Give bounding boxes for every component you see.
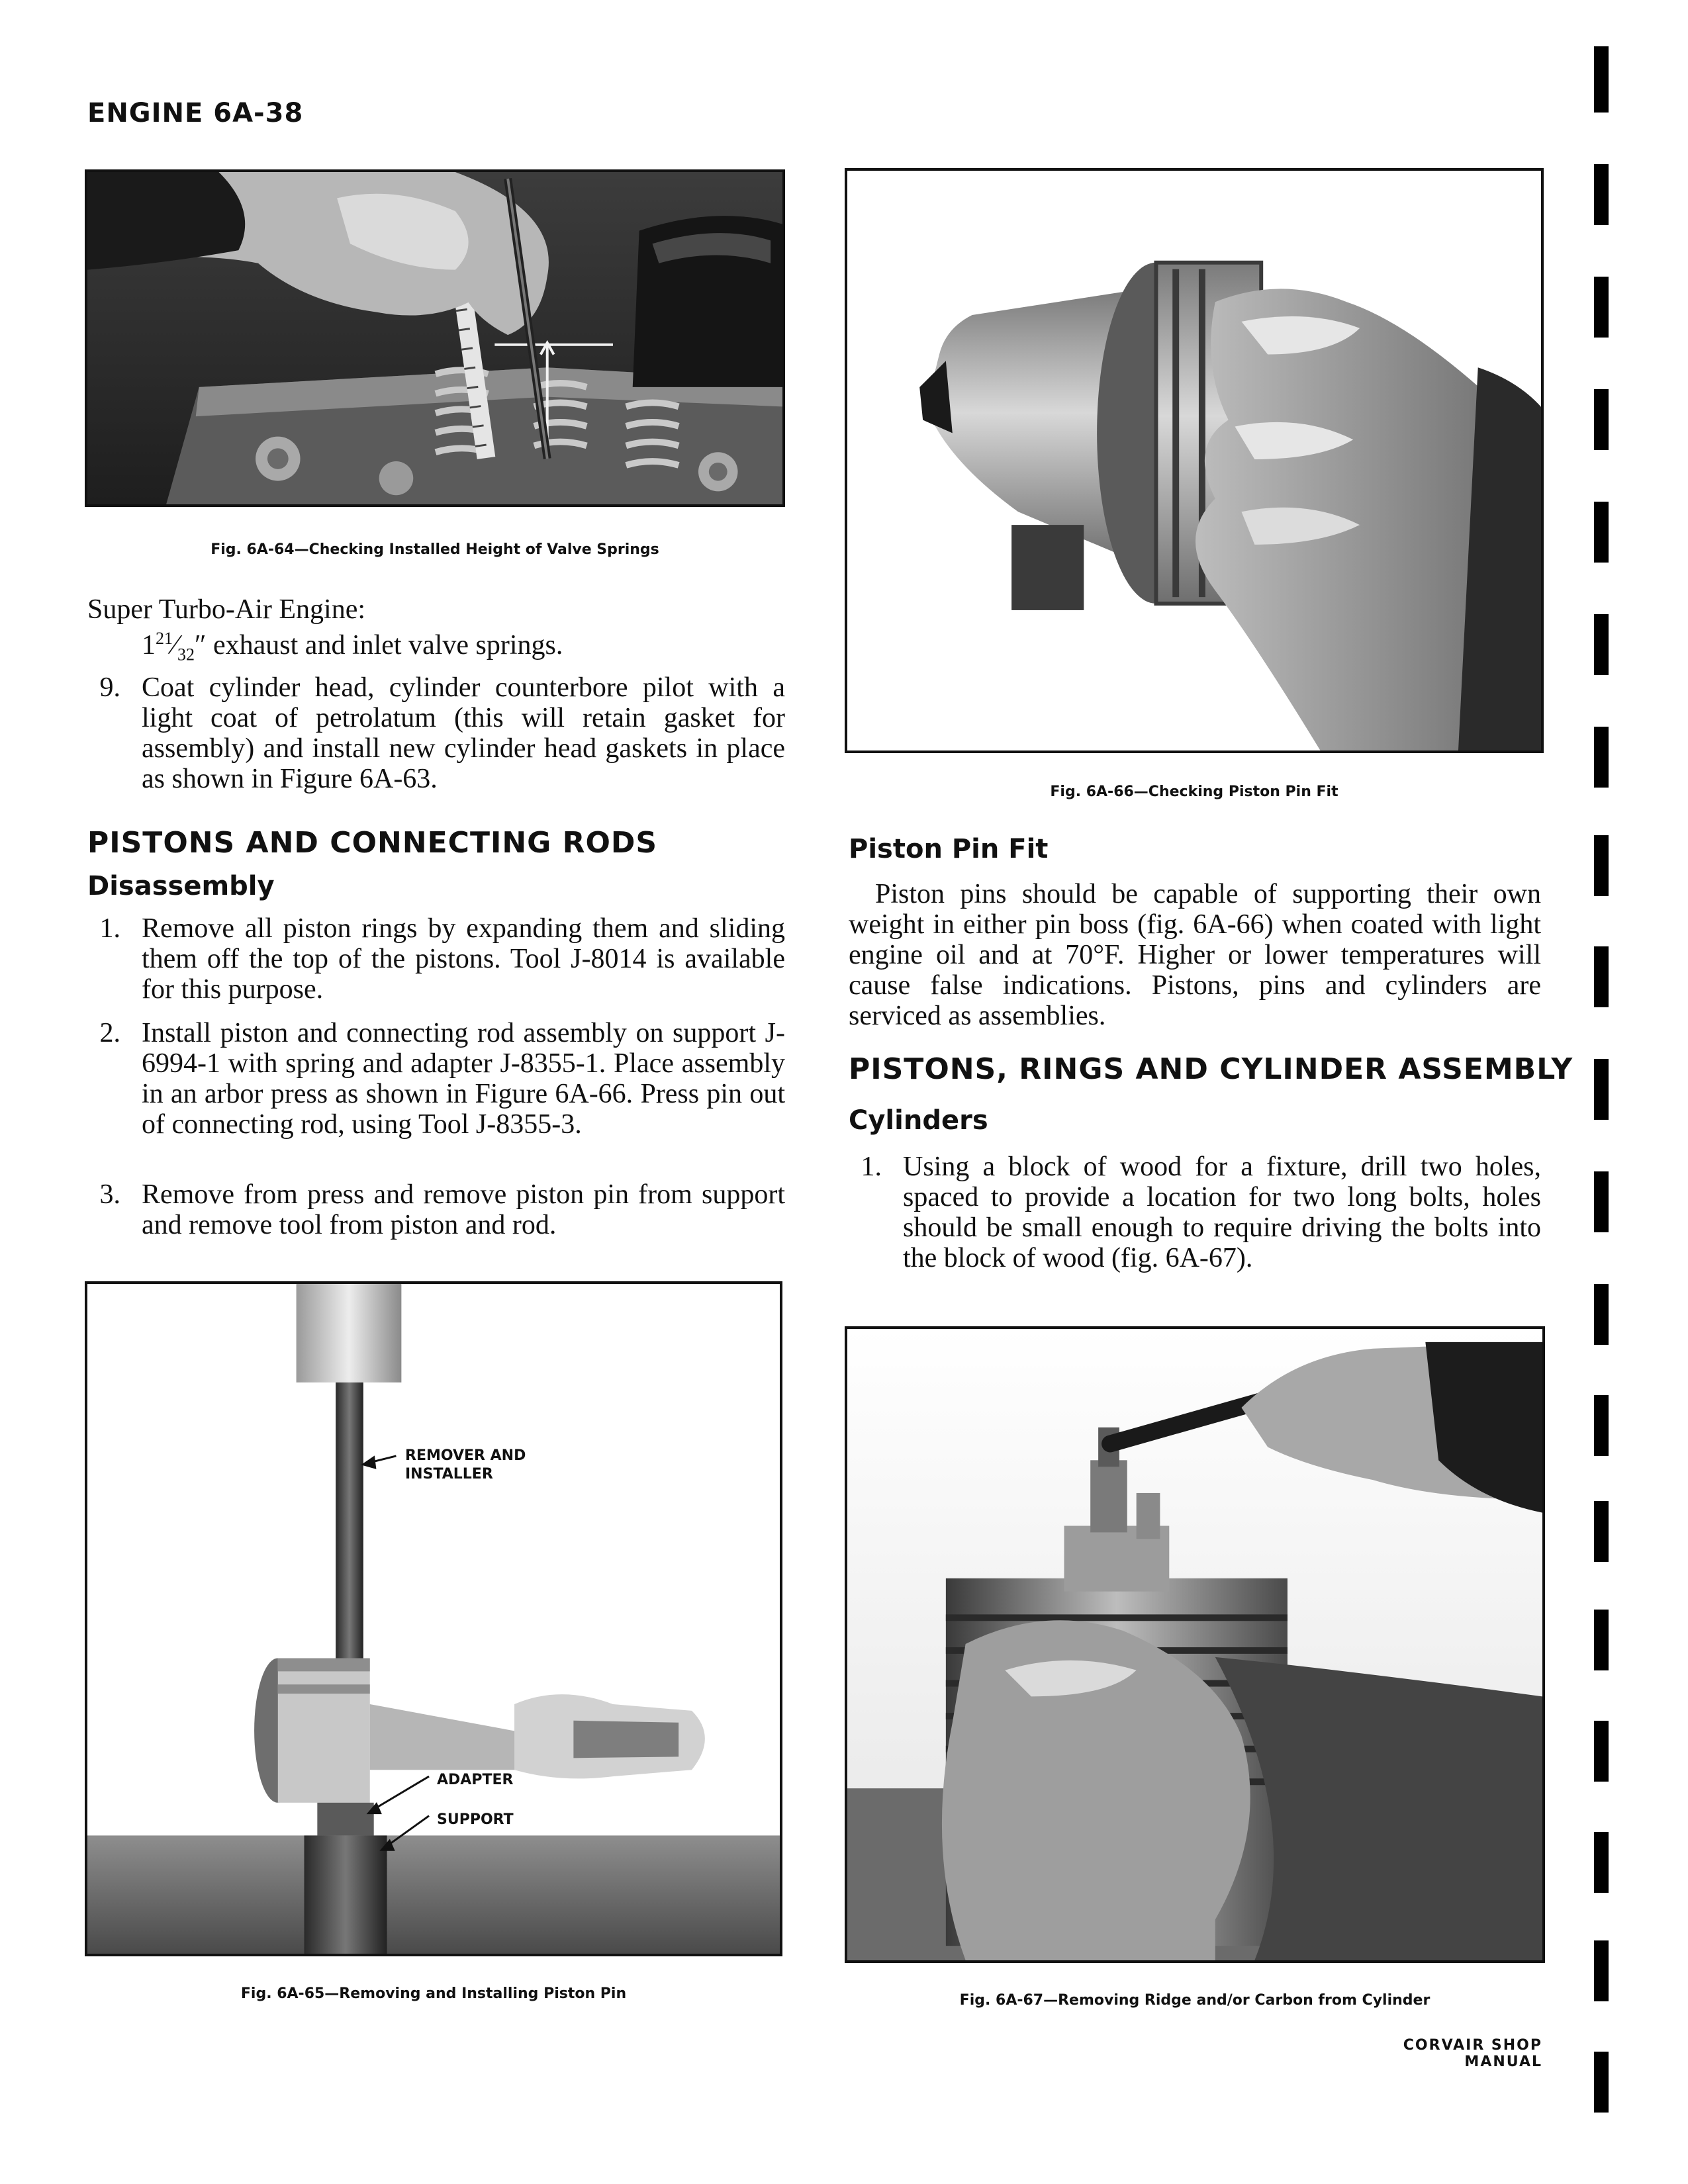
spec-rest: ″ exhaust and inlet valve springs. [195,630,563,660]
figure-6a-65-caption: Fig. 6A-65—Removing and Installing Piston Pin [240,1985,627,2002]
cylinders-step-1 [849,1152,1541,1304]
super-turbo-label: Super Turbo-Air Engine: [87,594,365,625]
step-text: Using a block of wood for a fixture, drill two holes, spaced to provide a location for two long bolts, holes should be small enough to require driving the bolts into the block of wood (fig. 6A-67). [903,1152,1541,1273]
disassembly-step-2 [87,1018,785,1170]
step-text: Remove from press and remove piston pin from support and remove tool from piston and rod. [142,1179,785,1240]
spec-fraction-numerator: 21 [156,629,173,648]
step-text: Remove all piston rings by expanding them and sliding them off the top of the pistons. Tool J-8014 is available for this purpose. [142,913,785,1005]
page-header: ENGINE 6A-38 [87,98,304,128]
step-number: 9. [99,672,120,703]
figure-6a-64-caption: Fig. 6A-64—Checking Installed Height of Valve Springs [211,541,659,558]
label-support: SUPPORT [437,1811,514,1828]
subsection-title-disassembly: Disassembly [87,871,275,901]
figure-6a-66-photo [845,168,1544,753]
subsection-title-piston-pin-fit: Piston Pin Fit [849,834,1049,864]
subsection-title-cylinders: Cylinders [849,1105,988,1136]
label-remover-installer [405,1447,526,1484]
label-line-1: REMOVER AND [405,1447,526,1464]
figure-6a-67-caption: Fig. 6A-67—Removing Ridge and/or Carbon from Cylinder [959,1992,1430,2009]
figure-6a-66-caption: Fig. 6A-66—Checking Piston Pin Fit [1050,784,1338,800]
section-title-pistons-rings-cylinder: PISTONS, RINGS AND CYLINDER ASSEMBLY [849,1052,1573,1086]
page-footer: CORVAIR SHOP MANUAL [1403,2037,1542,2070]
section-title-pistons-rods: PISTONS AND CONNECTING RODS [87,826,658,860]
step-9 [87,672,785,794]
spec-fraction-denominator: 32 [177,645,195,664]
figure-6a-67-photo [845,1326,1545,1963]
super-turbo-spec: $1^{21}⁄_{32}''$ exhaust and inlet valve springs. [142,629,563,664]
disassembly-step-1 [87,913,785,1005]
step-number: 1. [99,913,120,944]
step-number: 3. [99,1179,120,1210]
label-line-2: INSTALLER [405,1466,493,1482]
figure-6a-65-photo [85,1281,782,1956]
disassembly-step-3 [87,1179,785,1240]
step-number: 1. [861,1152,882,1182]
figure-6a-64-photo [85,169,785,507]
step-text: Install piston and connecting rod assembly on support J-6994-1 with spring and adapter J-8355-1. Place assembly in an arbor press as shown in Figure 6A-66. Press pin out of connecting rod, using Tool J-8355-3. [142,1018,785,1140]
step-number: 2. [99,1018,120,1048]
step-text: Coat cylinder head, cylinder counterbore pilot with a light coat of petrolatum (this will retain gasket for assembly) and install new cylinder head gaskets in place as shown in Figure 6A-63. [142,672,785,794]
piston-pin-fit-paragraph: Piston pins should be capable of supporting their own weight in either pin boss (fig. 6A-66) when coated with light engine oil and at 70°F. Higher or lower temperatures will cause false indications. Pistons, pins and cylinders are serviced as assemblies. [849,879,1541,1031]
label-adapter: ADAPTER [437,1772,514,1788]
spec-whole: 1 [142,630,156,660]
